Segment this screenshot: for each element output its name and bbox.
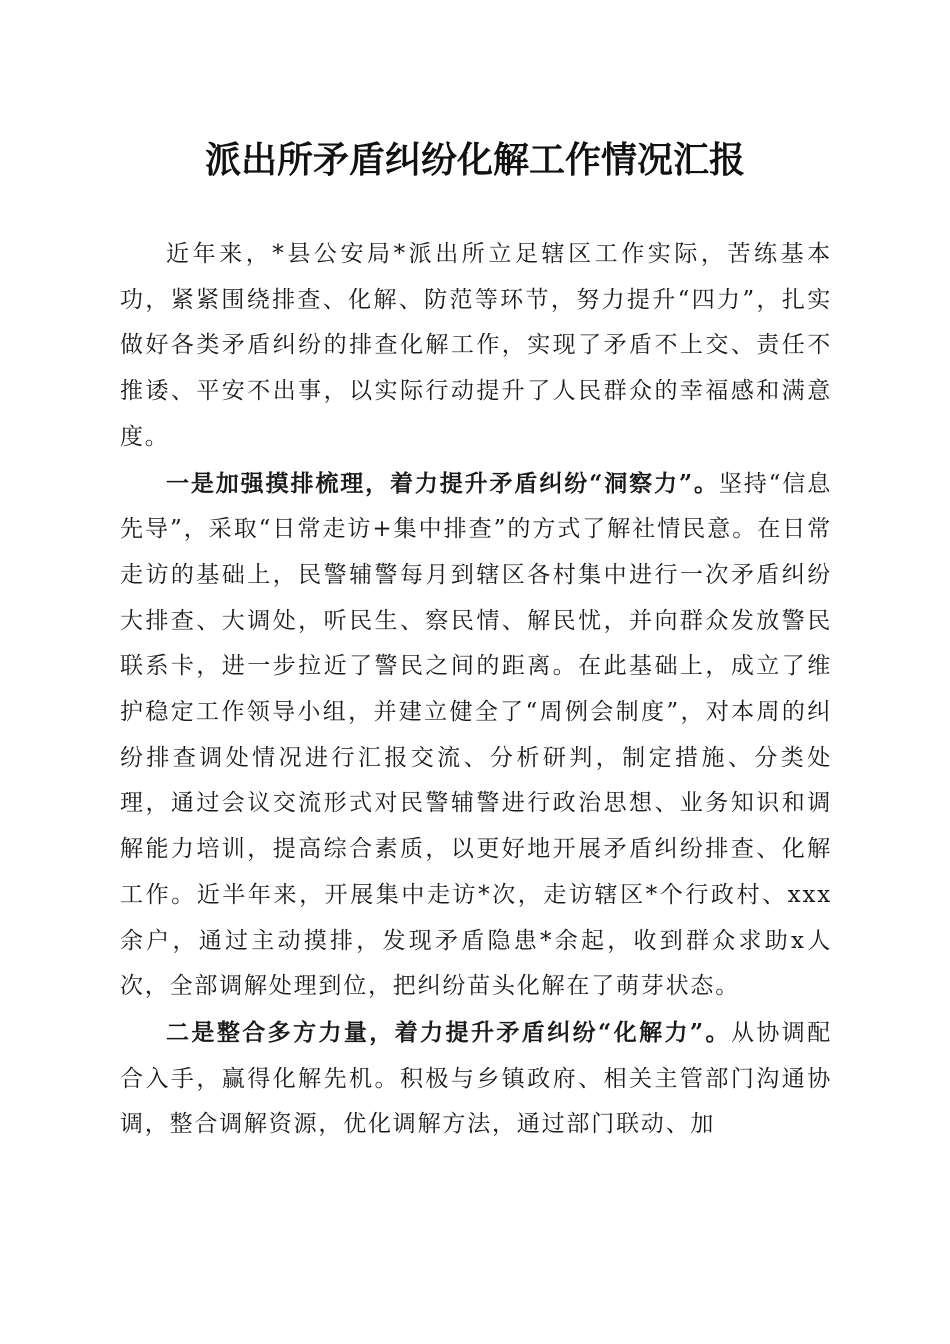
- section-paragraph-2: [120, 1010, 832, 1148]
- section-lead-2: 二是整合多方力量，着力提升矛盾纠纷“化解力”。: [166, 1018, 731, 1046]
- intro-paragraph: 近年来，*县公安局*派出所立足辖区工作实际，苦练基本功，紧紧围绕排查、化解、防范等环节，努力提升“四力”，扎实做好各类矛盾纠纷的排查化解工作，实现了矛盾不上交、责任不推诿、平安不出事，以实际行动提升了人民群众的幸福感和满意度。: [120, 241, 832, 450]
- document-title: 派出所矛盾纠纷化解工作情况汇报: [204, 139, 745, 181]
- section-body-1: 坚持“信息先导”，采取“日常走访+集中排查”的方式了解社情民意。在日常走访的基础上，民警辅警每月到辖区各村集中进行一次矛盾纠纷大排查、大调处，听民生、察民情、解民忧，并向群众发放警民联系卡，进一步拉近了警民之间的距离。在此基础上，成立了维护稳定工作领导小组，并建立健全了“周例会制度”，对本周的纠纷排查调处情况进行汇报交流、分析研判，制定措施、分类处理，通过会议交流形式对民警辅警进行政治思想、业务知识和调解能力培训，提高综合素质，以更好地开展矛盾纠纷排查、化解工作。近半年来，开展集中走访*次，走访辖区*个行政村、xxx余户，通过主动摸排，发现矛盾隐患*余起，收到群众求助x人次，全部调解处理到位，把纠纷苗头化解在了萌芽状态。: [120, 470, 833, 1000]
- section-paragraph-1: [120, 461, 832, 1010]
- section-body-2: 从协调配合入手，赢得化解先机。积极与乡镇政府、相关主管部门沟通协调，整合调解资源，优化调解方法，通过部门联动、加: [120, 1019, 833, 1138]
- document-body: [120, 232, 832, 1148]
- section-lead-1: 一是加强摸排梳理，着力提升矛盾纠纷“洞察力”。: [166, 469, 719, 497]
